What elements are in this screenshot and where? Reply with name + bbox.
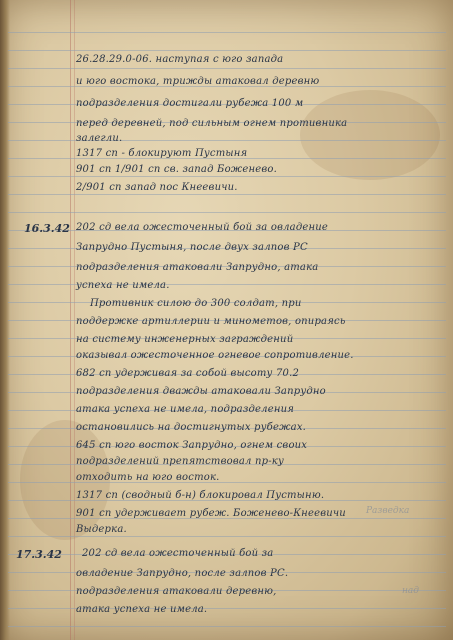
text-line: 645 сп юго восток Запрудно, огнем своих: [76, 440, 308, 451]
ruled-line: [8, 626, 446, 627]
text-line: 26.28.29.0-06. наступая с юго запада: [76, 54, 284, 65]
faint-mark: над: [402, 586, 419, 596]
ruled-line: [8, 284, 446, 285]
ruled-line: [8, 536, 446, 537]
text-line: атака успеха не имела, подразделения: [76, 404, 295, 415]
text-line: овладение Запрудно, после залпов РС.: [76, 568, 289, 579]
ruled-line: [8, 608, 446, 609]
ruled-line: [8, 212, 446, 213]
ruled-line: [8, 68, 446, 69]
text-line: Выдерка.: [76, 524, 127, 535]
text-line: подразделения атаковали Запрудно, атака: [76, 262, 319, 273]
text-line: 202 сд вела ожесточенный бой за: [82, 548, 274, 559]
text-line: 901 сп 1/901 сп св. запад Боженево.: [76, 164, 277, 175]
text-line: 202 сд вела ожесточенный бой за овладение: [76, 222, 329, 233]
ruled-line: [8, 176, 446, 177]
entry-date: 17.3.42: [16, 548, 62, 561]
text-line: Запрудно Пустыня, после двух залпов РС: [76, 242, 308, 253]
text-line: на систему инженерных заграждений: [76, 334, 294, 345]
text-line: 901 сп удерживает рубеж. Боженево-Кнеевичи: [76, 508, 346, 519]
text-line: подразделения атаковали деревню,: [76, 586, 277, 597]
text-line: оказывал ожесточенное огневое сопротивление.: [76, 350, 354, 361]
text-line: успеха не имела.: [76, 280, 170, 291]
text-line: подразделения достигали рубежа 100 м: [76, 98, 304, 109]
entry-date: 16.3.42: [24, 222, 70, 235]
text-line: атака успеха не имела.: [76, 604, 208, 615]
text-line: 2/901 сп запад пос Кнеевичи.: [76, 182, 238, 193]
ruled-line: [8, 194, 446, 195]
text-line: 1317 сп (сводный б-н) блокировал Пустыню.: [76, 490, 325, 501]
ruled-line: [8, 482, 446, 483]
text-line: залегли.: [76, 133, 123, 144]
text-line: и юго востока, трижды атаковал деревню: [76, 76, 320, 87]
ruled-line: [8, 140, 446, 141]
ruled-line: [8, 50, 446, 51]
faint-mark: Разведка: [366, 506, 410, 516]
text-line: подразделений препятствовал пр-ку: [76, 456, 284, 467]
ruled-line: [8, 32, 446, 33]
text-line: поддержке артиллерии и минометов, опираясь: [76, 316, 346, 327]
text-line: подразделения дважды атаковали Запрудно: [76, 386, 326, 397]
text-line: 682 сп удерживая за собой высоту 70.2: [76, 368, 300, 379]
text-line: отходить на юго восток.: [76, 472, 220, 483]
text-line: 1317 сп - блокируют Пустыня: [76, 148, 248, 159]
text-line: остановились на достигнутых рубежах.: [76, 422, 307, 433]
text-line: перед деревней, под сильным огнем противника: [76, 118, 348, 129]
text-line: Противник силою до 300 солдат, при: [90, 298, 302, 309]
